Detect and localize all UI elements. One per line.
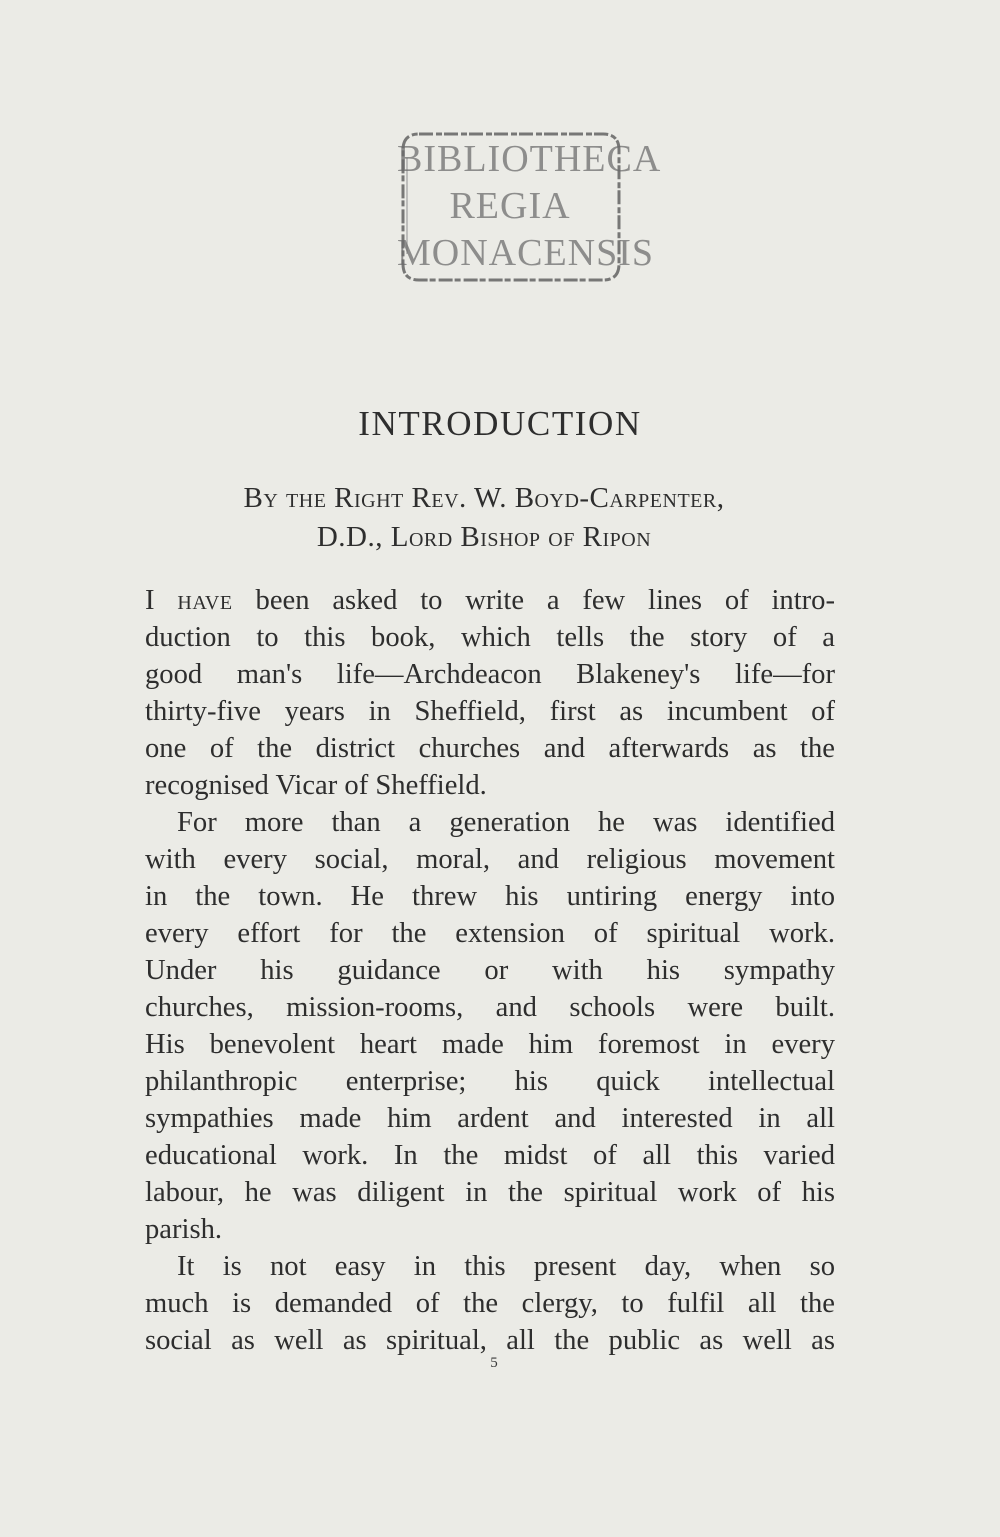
text-line: educational work. In the midst of all this varied <box>145 1140 835 1171</box>
library-stamp <box>397 128 662 286</box>
text-line: much is demanded of the clergy, to fulfil all the <box>145 1288 835 1319</box>
text-line-rest: been asked to write a few lines of intro- <box>255 585 835 616</box>
lead-small-caps: have <box>177 585 233 616</box>
byline-line-2: D.D., Lord Bishop of Ripon <box>316 521 652 553</box>
text-line: good man's life—Archdeacon Blakeney's life—for <box>145 659 835 690</box>
text-line: one of the district churches and afterwards as the <box>145 733 835 764</box>
text-line: churches, mission-rooms, and schools were built. <box>145 992 835 1023</box>
text-line: philanthropic enterprise; his quick intellectual <box>145 1066 835 1097</box>
body-text <box>145 582 835 1359</box>
page-number: 5 <box>490 1355 498 1371</box>
text-line: His benevolent heart made him foremost in every <box>145 1029 835 1060</box>
stamp-text-line: BIBLIOTHECA <box>397 138 662 180</box>
stamp-text-line: REGIA <box>449 185 571 227</box>
text-line: with every social, moral, and religious movement <box>145 844 835 875</box>
text-line: social as well as spiritual, all the public as well as <box>145 1325 835 1356</box>
text-line: parish. <box>145 1214 223 1245</box>
stamp-text-line: MONACENSIS <box>397 232 655 274</box>
text-line: For more than a generation he was identified <box>177 807 835 838</box>
lead-word: I <box>145 585 155 616</box>
author-byline <box>0 479 968 557</box>
text-line: It is not easy in this present day, when so <box>177 1251 835 1282</box>
text-line: thirty-five years in Sheffield, first as incumbent of <box>145 696 835 727</box>
text-line: every effort for the extension of spiritual work. <box>145 918 835 949</box>
text-line: Under his guidance or with his sympathy <box>145 955 835 986</box>
chapter-title: INTRODUCTION <box>358 404 642 443</box>
text-line <box>145 582 835 619</box>
text-line: labour, he was diligent in the spiritual work of his <box>145 1177 835 1208</box>
text-line: sympathies made him ardent and interested in all <box>145 1103 835 1134</box>
byline-line-1: By the Right Rev. W. Boyd-Carpenter, <box>243 482 725 514</box>
text-line: in the town. He threw his untiring energy into <box>145 881 835 912</box>
text-line: duction to this book, which tells the story of a <box>145 622 835 653</box>
text-line: recognised Vicar of Sheffield. <box>145 770 487 801</box>
